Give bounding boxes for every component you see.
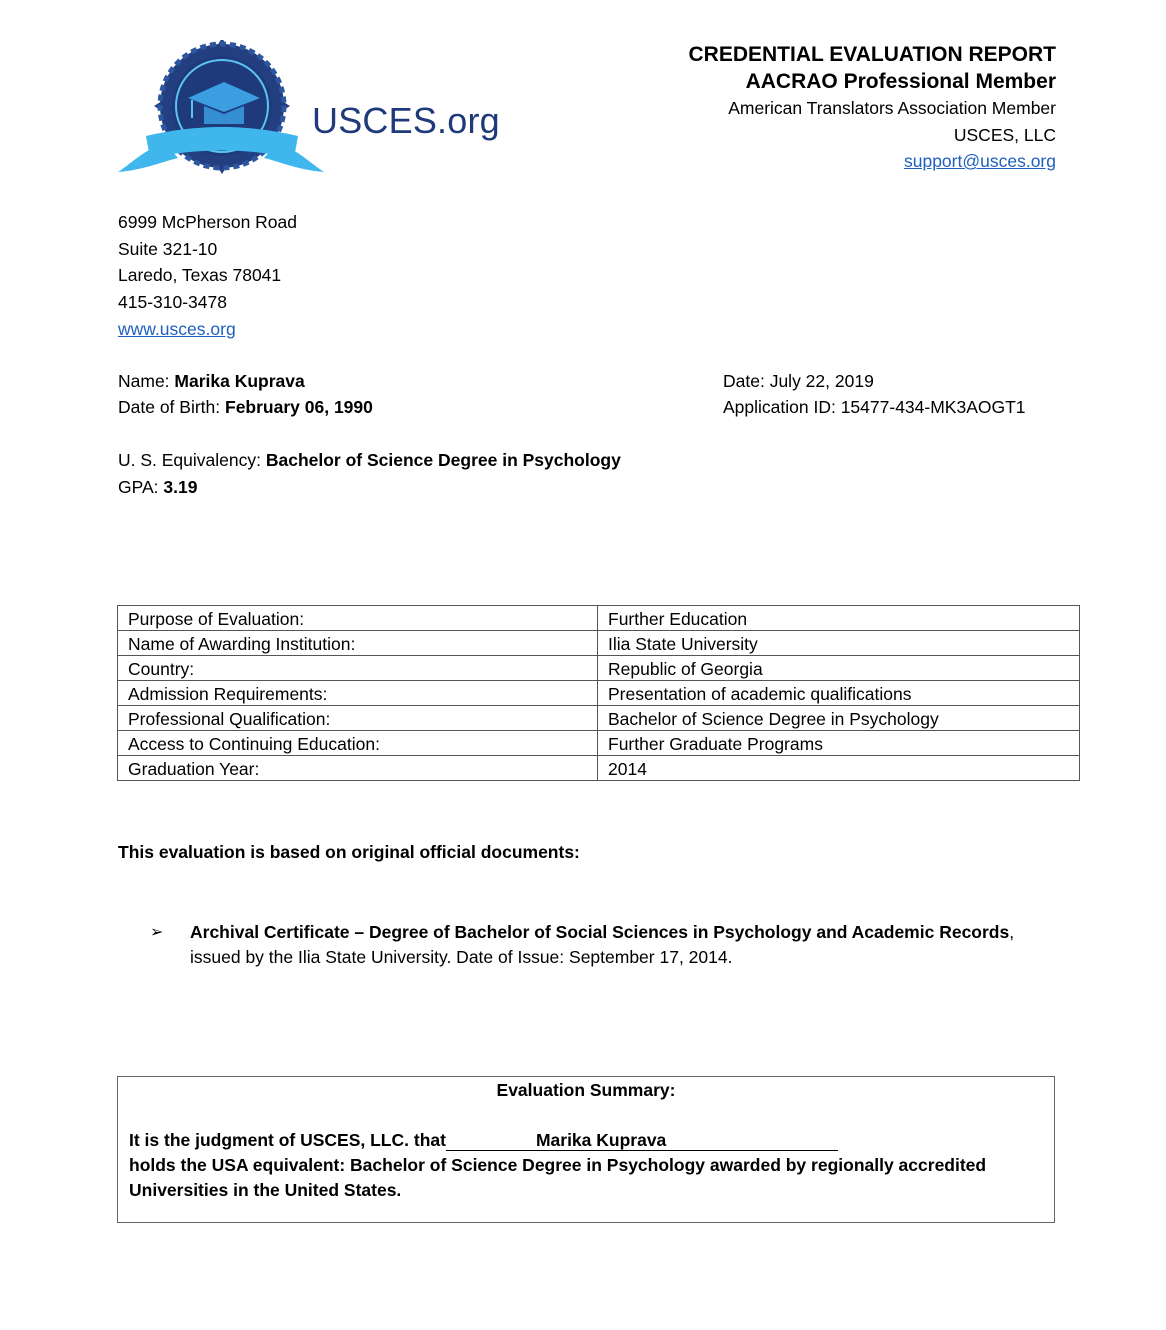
gpa-label: GPA: — [118, 477, 164, 497]
summary-applicant-name: Marika Kuprava — [446, 1130, 838, 1151]
report-title: CREDENTIAL EVALUATION REPORT — [688, 43, 1056, 66]
detail-label: Graduation Year: — [118, 756, 598, 781]
equivalency-label: U. S. Equivalency: — [118, 450, 266, 470]
applicant-info — [118, 368, 373, 420]
table-row — [118, 756, 1080, 781]
summary-intro: It is the judgment of USCES, LLC. that — [129, 1130, 446, 1150]
equivalency-value: Bachelor of Science Degree in Psychology — [265, 450, 621, 470]
usces-logo — [116, 40, 500, 180]
document-details: , issued by the Ilia State University. Date of Issue: September 17, 2014. — [190, 922, 1015, 967]
document-list-item — [150, 920, 1060, 970]
logo-text: USCES.org — [312, 100, 500, 141]
report-subtitle: AACRAO Professional Member — [745, 69, 1056, 93]
table-row — [118, 606, 1080, 631]
detail-value: 2014 — [598, 756, 1080, 781]
detail-value: Republic of Georgia — [598, 656, 1080, 681]
table-row — [118, 731, 1080, 756]
date-label: Date: — [723, 371, 770, 391]
report-meta — [723, 368, 1026, 420]
detail-label: Country: — [118, 656, 598, 681]
evaluation-summary-box — [117, 1076, 1055, 1223]
address-street: 6999 McPherson Road — [118, 212, 297, 232]
detail-label: Professional Qualification: — [118, 706, 598, 731]
summary-body — [129, 1128, 986, 1203]
website-link[interactable]: www.usces.org — [118, 318, 236, 339]
address-city: Laredo, Texas 78041 — [118, 265, 282, 286]
detail-value: Further Education — [598, 606, 1080, 631]
date-row — [723, 368, 1026, 394]
table-row — [118, 631, 1080, 656]
detail-value: Further Graduate Programs — [598, 731, 1080, 756]
name-label: Name: — [118, 371, 175, 391]
app-id-value: 15477-434-MK3AOGT1 — [840, 397, 1026, 417]
report-header — [688, 42, 1056, 175]
summary-title: Evaluation Summary: — [496, 1080, 676, 1100]
summary-line-2: holds the USA equivalent: Bachelor of Science Degree in Psychology awarded by regionally accredited — [129, 1155, 987, 1175]
gpa-value: 3.19 — [163, 477, 198, 497]
app-id-label: Application ID: — [723, 397, 841, 417]
membership-line: American Translators Association Member — [728, 98, 1056, 118]
evaluation-details-table — [117, 605, 1080, 781]
detail-label: Name of Awarding Institution: — [118, 631, 598, 656]
summary-line-3: Universities in the United States. — [129, 1180, 402, 1200]
table-row — [118, 681, 1080, 706]
address-phone: 415-310-3478 — [118, 292, 227, 313]
equivalency-row — [118, 447, 621, 474]
support-email-link[interactable]: support@usces.org — [903, 151, 1056, 171]
date-value: July 22, 2019 — [769, 371, 874, 391]
table-row — [118, 656, 1080, 681]
documents-heading: This evaluation is based on original official documents: — [118, 842, 580, 862]
document-title: Archival Certificate – Degree of Bachelor of Social Sciences in Psychology and Academic Records — [190, 922, 1010, 942]
detail-label: Access to Continuing Education: — [118, 731, 598, 756]
dob-row — [118, 394, 373, 420]
detail-value: Ilia State University — [598, 631, 1080, 656]
arrow-bullet-icon: ➢ — [150, 924, 164, 941]
applicant-name-row — [118, 368, 373, 394]
applicant-name: Marika Kuprava — [174, 371, 305, 391]
application-id-row — [723, 394, 1026, 420]
gpa-row — [118, 474, 621, 501]
graduation-cap-seal-icon — [116, 40, 328, 180]
company-address — [118, 209, 297, 343]
detail-value: Presentation of academic qualifications — [598, 681, 1080, 706]
company-name: USCES, LLC — [953, 124, 1056, 145]
equivalency-info — [118, 447, 621, 501]
detail-label: Admission Requirements: — [118, 681, 598, 706]
detail-value: Bachelor of Science Degree in Psychology — [598, 706, 1080, 731]
address-suite: Suite 321-10 — [118, 238, 218, 259]
dob-label: Date of Birth: — [118, 397, 225, 417]
dob-value: February 06, 1990 — [225, 397, 373, 417]
table-row — [118, 706, 1080, 731]
detail-label: Purpose of Evaluation: — [118, 606, 598, 631]
